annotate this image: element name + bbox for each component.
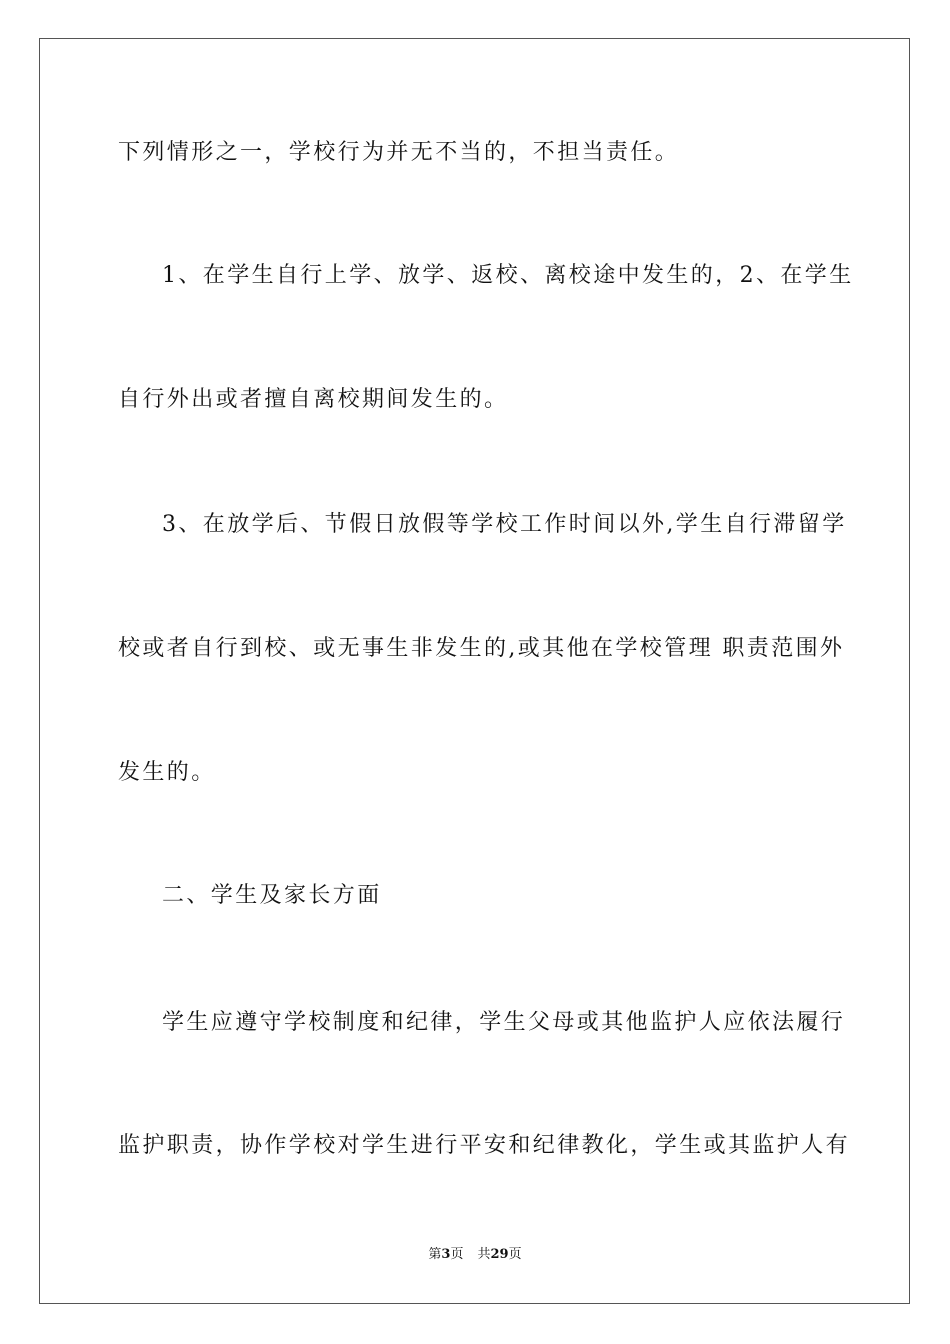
page-suffix: 页 bbox=[450, 1247, 464, 1262]
page-prefix: 第 bbox=[428, 1247, 442, 1262]
page-footer bbox=[0, 1246, 950, 1264]
page-border bbox=[39, 38, 910, 1304]
total-suffix: 页 bbox=[508, 1247, 522, 1262]
text-line-5: 校或者自行到校、或无事生非发生的,或其他在学校管理 职责范围外 bbox=[118, 636, 845, 661]
text-line-9: 监护职责，协作学校对学生进行平安和纪律教化，学生或其监护人有 bbox=[118, 1133, 851, 1158]
text-line-2: 1、在学生自行上学、放学、返校、离校途中发生的，2、在学生 bbox=[162, 263, 854, 288]
text-line-8: 学生应遵守学校制度和纪律，学生父母或其他监护人应依法履行 bbox=[162, 1010, 846, 1035]
text-line-3: 自行外出或者擅自离校期间发生的。 bbox=[118, 387, 509, 412]
total-pages: 29 bbox=[490, 1247, 509, 1262]
page-number: 3 bbox=[441, 1247, 451, 1262]
section-heading: 二、学生及家长方面 bbox=[162, 883, 382, 908]
text-line-6: 发生的。 bbox=[118, 760, 216, 785]
text-line-4: 3、在放学后、节假日放假等学校工作时间以外,学生自行滞留学 bbox=[162, 512, 847, 537]
total-prefix: 共 bbox=[477, 1247, 491, 1262]
text-line-1: 下列情形之一，学校行为并无不当的，不担当责任。 bbox=[118, 140, 680, 165]
